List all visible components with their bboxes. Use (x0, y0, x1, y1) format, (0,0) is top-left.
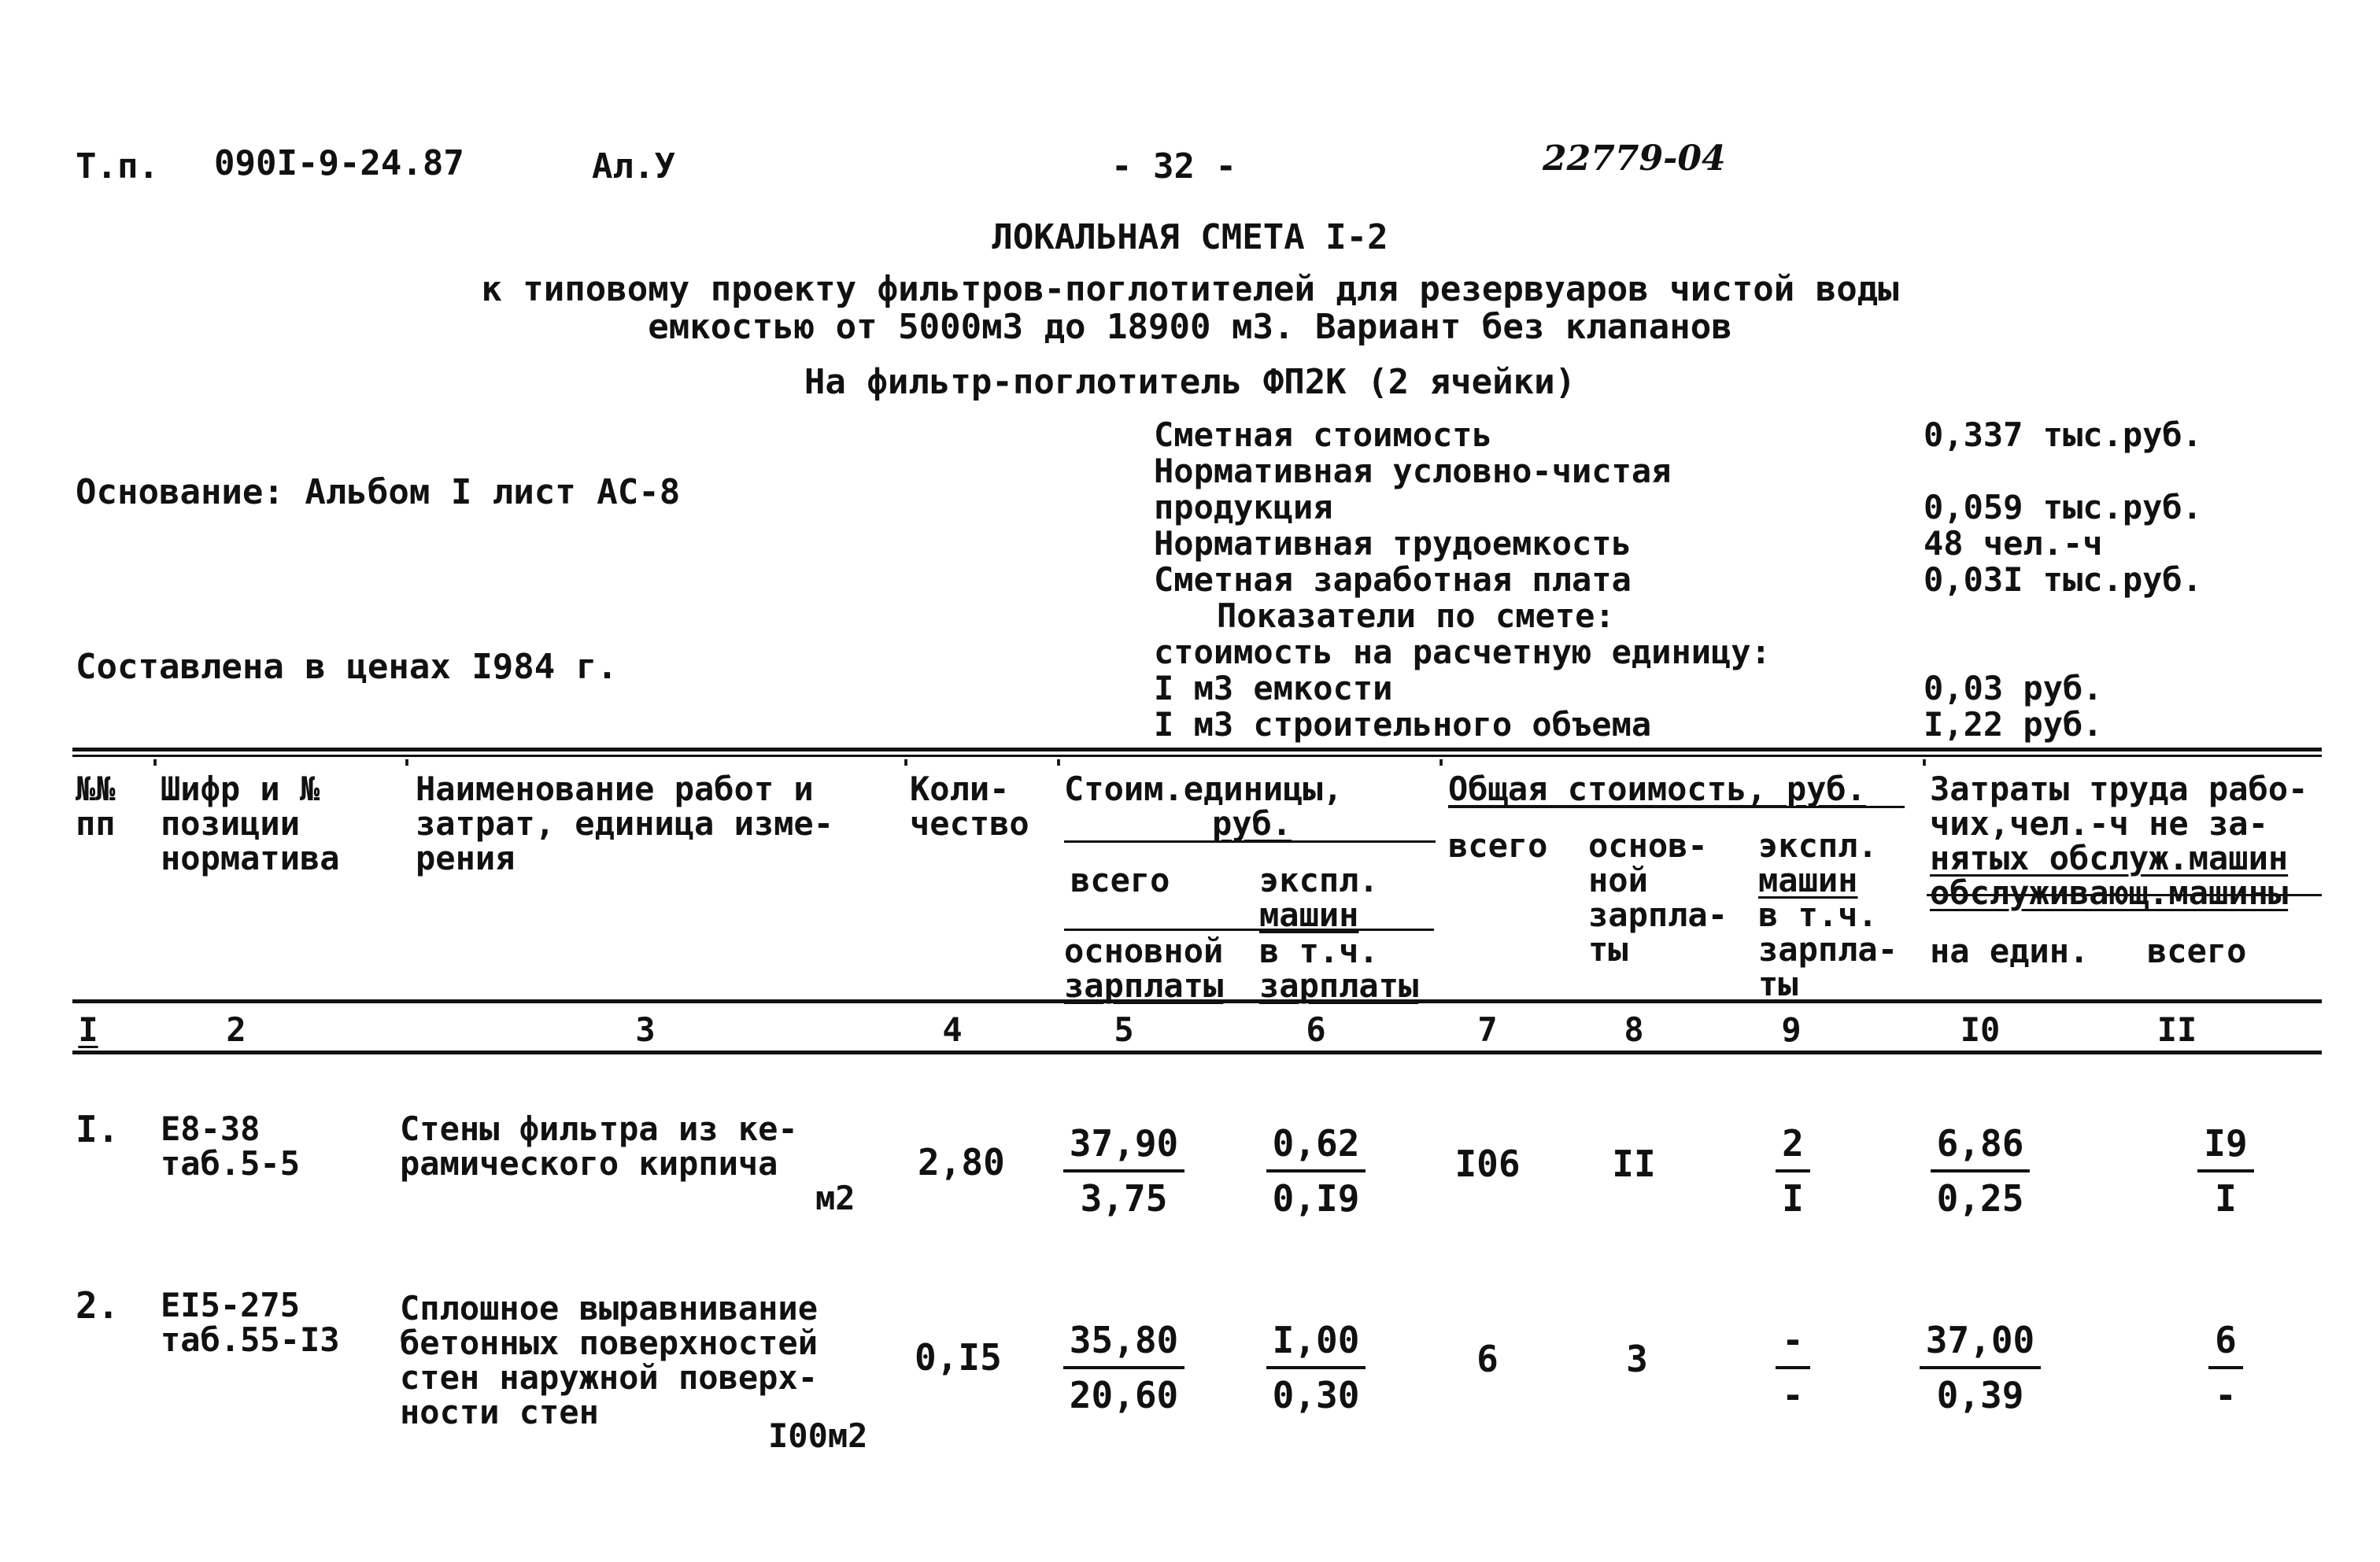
col-qty-header-1: Коли- (910, 770, 1010, 808)
unit-machines-value: 0,62 (1266, 1117, 1366, 1172)
estimated-cost-label: Сметная стоимость (1154, 415, 1492, 454)
col-number-9: 9 (1781, 1010, 1802, 1049)
header-tick: ' (400, 755, 415, 783)
indicators-title: Показатели по смете: (1217, 596, 1615, 635)
col-qty-header-2: чество (910, 804, 1029, 843)
unit-machines-wage-value: 0,I9 (1272, 1177, 1360, 1220)
total-base-header-4: ты (1588, 930, 1628, 969)
total-wage-value: II (1612, 1143, 1656, 1185)
row-labor-unit (1901, 1117, 2059, 1224)
row-total-machines (1714, 1314, 1872, 1421)
wage-value: 0,03I тыс.руб. (1924, 560, 2203, 599)
col-number-5: 5 (1114, 1010, 1134, 1049)
col-number-6: 6 (1306, 1010, 1326, 1049)
normative-product-label-1: Нормативная условно-чистая (1154, 452, 1672, 490)
col-number-2: 2 (226, 1010, 246, 1049)
total-base-header-1: основ- (1588, 826, 1708, 865)
total-machines-wage-value: I (1782, 1177, 1804, 1220)
row-code-2: таб.55-I3 (161, 1320, 340, 1359)
total-value: 6 (1476, 1338, 1499, 1380)
row-name-4: ности стен (400, 1393, 599, 1431)
header-tick: ' (1434, 755, 1449, 783)
unit-wage-value: 3,75 (1080, 1177, 1168, 1220)
per-m3-capacity-label: I м3 емкости (1154, 669, 1393, 707)
row-unit: I00м2 (768, 1416, 868, 1455)
page-number: - 32 - (1111, 146, 1236, 186)
col-num-header-2: пп (76, 804, 116, 843)
col-name-header-2: затрат, единица изме- (416, 804, 834, 843)
labor-total-machines-value: I (2215, 1177, 2237, 1220)
labor-unit-value: 6,86 (1931, 1117, 2031, 1172)
col-code-header-2: позиции (161, 804, 301, 843)
row-name-2: бетонных поверхностей (400, 1324, 819, 1362)
wage-label: Сметная заработная плата (1154, 560, 1632, 599)
normative-product-value: 0,059 тыс.руб. (1924, 488, 2203, 526)
unit-cost-sub-rule (1064, 929, 1434, 931)
estimated-cost-value: 0,337 тыс.руб. (1924, 415, 2203, 454)
unit-machines-header-2: машин (1259, 895, 1359, 934)
row-unit: м2 (815, 1179, 856, 1217)
normative-product-label-2: продукция (1154, 488, 1333, 526)
title-line-2: емкостью от 5000м3 до 18900 м3. Вариант без клапанов (648, 307, 1732, 347)
row-labor-unit (1901, 1314, 2059, 1421)
row-number: 2. (76, 1284, 120, 1327)
row-quantity: 2,80 (918, 1141, 1005, 1184)
row-number: I. (76, 1108, 120, 1150)
unit-base-wage-header-1: основной (1064, 932, 1224, 970)
tp-number: 090I-9-24.87 (214, 143, 464, 183)
total-machines-header-5: ты (1758, 965, 1798, 1003)
total-base-header-2: ной (1588, 861, 1648, 899)
total-wage-value: 3 (1626, 1338, 1648, 1380)
row-unit-cost (1045, 1117, 1203, 1224)
labor-header-2: чих,чел.-ч не за- (1930, 804, 2268, 843)
labor-unit-machines-value: 0,39 (1936, 1374, 2024, 1416)
per-m3-capacity-value: 0,03 руб. (1924, 669, 2103, 707)
prices-text: Составлена в ценах I984 г. (76, 647, 618, 687)
per-m3-volume-label: I м3 строительного объема (1154, 705, 1652, 744)
total-machines-value: - (1776, 1314, 1810, 1369)
labor-total-value: I9 (2197, 1117, 2253, 1172)
labor-per-unit-header: на един. (1930, 932, 2090, 970)
title-line-1: к типовому проекту фильтров-поглотителей для резервуаров чистой воды (481, 269, 1899, 309)
row-unit-machines (1237, 1314, 1395, 1421)
album-label: Ал.У (592, 146, 675, 186)
row-labor-total (2147, 1314, 2304, 1421)
row-unit-machines (1237, 1117, 1395, 1224)
row-name-2: рамического кирпича (400, 1144, 778, 1183)
total-cost-title: Общая стоимость, руб. (1448, 770, 1867, 808)
col-number-10: I0 (1960, 1010, 2001, 1049)
labor-header-3: нятых обслуж.машин (1930, 839, 2289, 877)
tp-label: Т.п. (76, 146, 159, 186)
total-all-header: всего (1448, 826, 1548, 865)
basis-text: Основание: Альбом I лист АС-8 (76, 472, 681, 512)
row-labor-total (2147, 1117, 2304, 1224)
unit-machines-wage-header-1: в т.ч. (1259, 932, 1379, 970)
header-tick: ' (148, 755, 163, 783)
col-number-7: 7 (1477, 1010, 1498, 1049)
total-value: I06 (1454, 1143, 1521, 1185)
row-total-machines (1714, 1117, 1872, 1224)
row-code-2: таб.5-5 (161, 1144, 301, 1183)
col-code-header-3: норматива (161, 839, 340, 877)
header-tick: ' (899, 755, 914, 783)
unit-base-wage-header-2: зарплаты (1064, 966, 1224, 1005)
labor-label: Нормативная трудоемкость (1154, 524, 1632, 563)
col-number-3: 3 (635, 1010, 656, 1049)
document-title: ЛОКАЛЬНАЯ СМЕТА I-2 (992, 217, 1388, 257)
header-tick: ' (1917, 755, 1932, 783)
labor-unit-machines-value: 0,25 (1936, 1177, 2024, 1220)
total-machines-header-2: машин (1758, 861, 1858, 899)
labor-total-value: 6 (2208, 1314, 2243, 1369)
labor-value: 48 чел.-ч (1924, 524, 2103, 563)
col-number-1: I (78, 1010, 98, 1049)
per-unit-label: стоимость на расчетную единицу: (1154, 633, 1771, 671)
col-num-header-1: №№ (76, 770, 116, 808)
title-line-3: На фильтр-поглотитель ФП2К (2 ячейки) (804, 362, 1576, 402)
unit-cost-title: Стоим.единицы, (1064, 770, 1343, 808)
unit-machines-value: I,00 (1266, 1314, 1366, 1369)
col-name-header-1: Наименование работ и (416, 770, 814, 808)
row-name-1: Стены фильтра из ке- (400, 1110, 798, 1148)
col-number-4: 4 (942, 1010, 963, 1049)
labor-header-1: Затраты труда рабо- (1930, 770, 2308, 808)
total-machines-value: 2 (1776, 1117, 1810, 1172)
unit-machines-wage-header-2: зарплаты (1259, 966, 1419, 1005)
total-base-header-3: зарпла- (1588, 895, 1728, 934)
col-code-header-1: Шифр и № (161, 770, 320, 808)
total-machines-header-3: в т.ч. (1758, 895, 1878, 934)
unit-cost-currency: руб. (1212, 804, 1292, 843)
row-quantity: 0,I5 (915, 1336, 1002, 1379)
col-name-header-3: рения (416, 839, 516, 877)
unit-total-value: 37,90 (1063, 1117, 1184, 1172)
unit-total-value: 35,80 (1063, 1314, 1184, 1369)
labor-total-machines-value: - (2215, 1374, 2237, 1416)
header-tick: ' (1051, 755, 1066, 783)
column-numbers-rule (72, 1051, 2322, 1054)
per-m3-volume-value: I,22 руб. (1924, 705, 2103, 744)
row-name-3: стен наружной поверх- (400, 1358, 819, 1397)
unit-total-header: всего (1070, 861, 1170, 899)
total-machines-header-4: зарпла- (1758, 930, 1898, 969)
col-number-8: 8 (1624, 1010, 1644, 1049)
total-machines-header-1: экспл. (1758, 826, 1878, 865)
unit-machines-header-1: экспл. (1259, 861, 1379, 899)
row-unit-cost (1045, 1314, 1203, 1421)
row-code-1: Е8-38 (161, 1110, 261, 1148)
labor-total-header: всего (2147, 932, 2247, 970)
row-name-1: Сплошное выравнивание (400, 1289, 819, 1328)
total-machines-wage-value: - (1782, 1374, 1804, 1416)
labor-unit-value: 37,00 (1920, 1314, 2041, 1369)
unit-wage-value: 20,60 (1069, 1374, 1179, 1416)
labor-header-4: обслуживающ.машины (1930, 873, 2289, 912)
col-number-11: II (2156, 1010, 2197, 1049)
table-top-rule (72, 748, 2322, 751)
document-number: 22779-04 (1543, 138, 1726, 179)
unit-machines-wage-value: 0,30 (1272, 1374, 1360, 1416)
row-code-1: ЕI5-275 (161, 1286, 301, 1324)
